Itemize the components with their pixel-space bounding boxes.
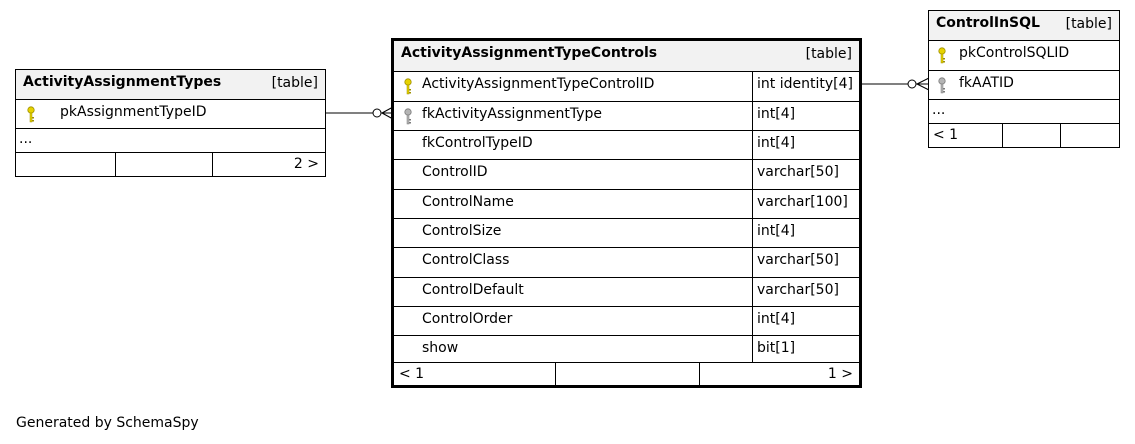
ellipsis: ... (19, 131, 33, 147)
footer-right: 2 > (293, 156, 319, 172)
column-name: fkActivityAssignmentType (422, 106, 602, 122)
column-row[interactable] (394, 306, 859, 335)
column-row[interactable] (929, 40, 1119, 70)
edge-aat-to-aatc (326, 107, 393, 119)
table-footer (929, 123, 1119, 147)
footer-left: < 1 (399, 366, 425, 382)
column-row[interactable] (394, 130, 859, 159)
column-type: int[4] (757, 223, 796, 239)
footer-right: 1 > (827, 366, 853, 382)
footer-left: < 1 (933, 127, 959, 143)
table-header (929, 11, 1119, 40)
column-row[interactable] (394, 335, 859, 362)
column-name: ControlName (422, 194, 514, 210)
foreign-key-icon (404, 108, 412, 126)
ellipsis: ... (932, 102, 946, 118)
table-type-label: [table] (271, 75, 318, 91)
column-type: varchar[100] (757, 194, 848, 210)
column-type: int identity[4] (757, 76, 853, 92)
column-name: fkControlTypeID (422, 135, 533, 151)
column-type: bit[1] (757, 340, 796, 356)
column-name: ControlDefault (422, 282, 524, 298)
table-header (394, 41, 859, 71)
ellipsis-row (929, 99, 1119, 123)
table-activity-assignment-type-controls[interactable] (391, 38, 862, 388)
edge-aatc-to-cis (860, 78, 929, 90)
column-row[interactable] (394, 101, 859, 130)
table-activity-assignment-types[interactable] (15, 69, 326, 177)
column-row[interactable] (394, 247, 859, 277)
column-row[interactable] (394, 189, 859, 218)
column-name: show (422, 340, 459, 356)
column-type: varchar[50] (757, 282, 839, 298)
column-row[interactable] (16, 99, 325, 128)
column-name: pkAssignmentTypeID (60, 104, 207, 120)
column-name: ControlSize (422, 223, 502, 239)
column-name: pkControlSQLID (959, 45, 1070, 61)
table-type-label: [table] (1065, 16, 1112, 32)
primary-key-icon (938, 47, 946, 65)
column-row[interactable] (394, 277, 859, 306)
column-row[interactable] (929, 70, 1119, 99)
column-type: int[4] (757, 311, 796, 327)
column-name: ControlClass (422, 252, 510, 268)
column-row[interactable] (394, 71, 859, 101)
ellipsis-row (16, 128, 325, 152)
column-name: ControlOrder (422, 311, 513, 327)
table-name: ActivityAssignmentTypes (23, 74, 222, 90)
foreign-key-icon (938, 77, 946, 95)
column-type: int[4] (757, 135, 796, 151)
column-type: int[4] (757, 106, 796, 122)
column-row[interactable] (394, 159, 859, 189)
table-control-in-sql[interactable] (928, 10, 1120, 148)
column-type: varchar[50] (757, 164, 839, 180)
column-name: ControlID (422, 164, 488, 180)
column-type: varchar[50] (757, 252, 839, 268)
table-name: ActivityAssignmentTypeControls (401, 45, 658, 61)
column-name: ActivityAssignmentTypeControlID (422, 76, 655, 92)
table-footer (394, 362, 859, 385)
column-row[interactable] (394, 218, 859, 247)
table-header (16, 70, 325, 99)
table-type-label: [table] (805, 46, 852, 62)
generated-by-text: Generated by SchemaSpy (16, 415, 199, 431)
column-name: fkAATID (959, 75, 1014, 91)
table-footer (16, 152, 325, 176)
table-name: ControlInSQL (936, 15, 1040, 31)
primary-key-icon (27, 106, 35, 124)
primary-key-icon (404, 78, 412, 96)
